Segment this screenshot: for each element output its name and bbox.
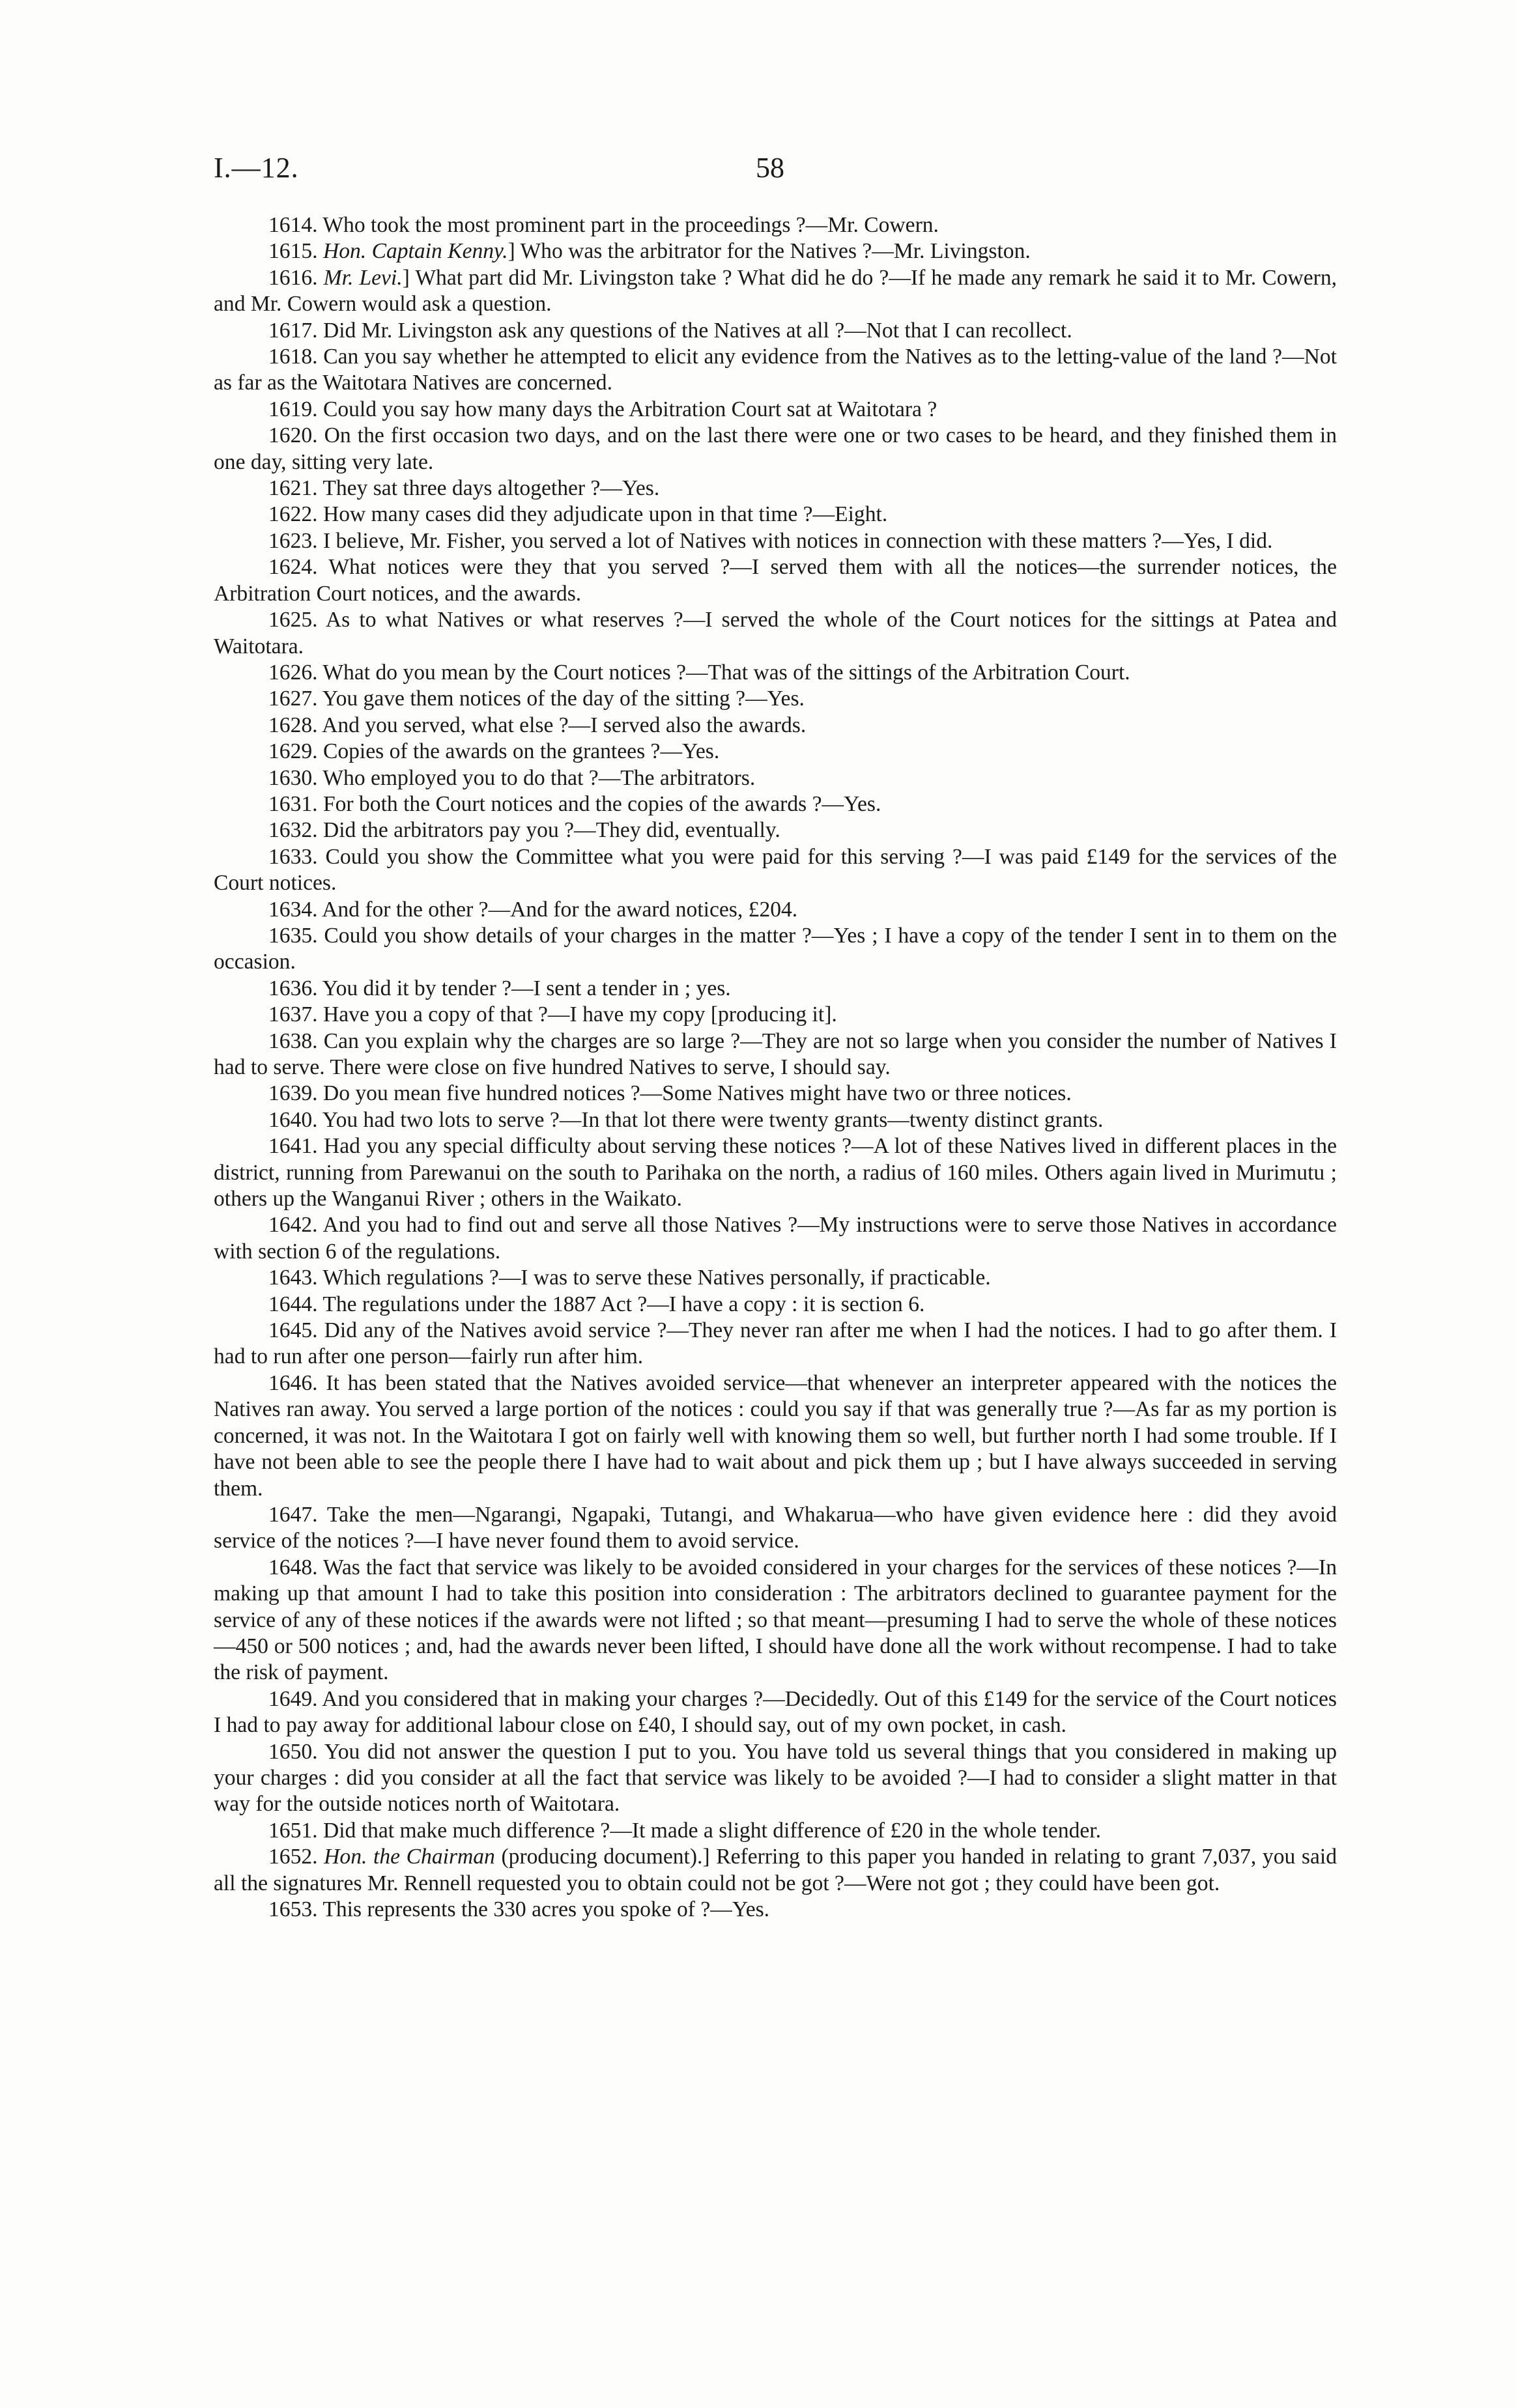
question-number: 1615. bbox=[268, 239, 323, 264]
evidence-paragraph bbox=[214, 660, 1337, 686]
paragraph-text: 1636. You did it by tender ?—I sent a tender in ; yes. bbox=[268, 976, 731, 1000]
paragraph-text: 1622. How many cases did they adjudicate upon in that time ?—Eight. bbox=[268, 502, 888, 527]
paragraph-text: 1644. The regulations under the 1887 Act ?—I have a copy : it is section 6. bbox=[268, 1292, 925, 1316]
paragraph-text: 1647. Take the men—Ngarangi, Ngapaki, Tutangi, and Whakarua—who have given evidence here : did they avoid service of the notices ?—I have never found them to avoid service. bbox=[214, 1502, 1337, 1553]
evidence-paragraph bbox=[214, 475, 1337, 502]
paragraph-text: ] Who was the arbitrator for the Natives ?—Mr. Livingston. bbox=[508, 239, 1031, 264]
paragraph-text: 1625. As to what Natives or what reserves ?—I served the whole of the Court notices for the sittings at Patea and Waitotara. bbox=[214, 608, 1337, 659]
evidence-paragraph bbox=[214, 976, 1337, 1002]
evidence-paragraph bbox=[214, 1818, 1337, 1844]
paragraph-text: 1641. Had you any special difficulty about serving these notices ?—A lot of these Natives lived in different places in the district, running from Parewanui on the south to Parihaka on the north, a radius of 160 miles. Others again lived in Murimutu ; others up the Wanganui River ; others in the Waikato. bbox=[214, 1134, 1337, 1211]
evidence-paragraph bbox=[214, 1133, 1337, 1212]
paragraph-text: 1618. Can you say whether he attempted to elicit any evidence from the Natives as to the letting-value of the land ?—Not as far as the Waitotara Natives are concerned. bbox=[214, 345, 1337, 395]
paragraph-text: 1637. Have you a copy of that ?—I have my copy [producing it]. bbox=[268, 1002, 837, 1027]
evidence-paragraph bbox=[214, 502, 1337, 528]
paragraph-text: 1651. Did that make much difference ?—It made a slight difference of £20 in the whole tender. bbox=[268, 1818, 1102, 1843]
evidence-paragraph bbox=[214, 1292, 1337, 1318]
paragraph-text: 1640. You had two lots to serve ?—In that lot there were twenty grants—twenty distinct grants. bbox=[268, 1107, 1104, 1132]
evidence-paragraph bbox=[214, 686, 1337, 712]
evidence-paragraph bbox=[214, 897, 1337, 923]
question-number: 1652. bbox=[268, 1845, 324, 1869]
evidence-paragraph bbox=[214, 1844, 1337, 1897]
paragraph-text: 1653. This represents the 330 acres you spoke of ?—Yes. bbox=[268, 1897, 770, 1921]
paragraph-text: 1649. And you considered that in making your charges ?—Decidedly. Out of this £149 for the service of the Court notices I had to pay away for additional labour close on £40, I should say, out of my own pocket, in cash. bbox=[214, 1686, 1337, 1738]
evidence-paragraph bbox=[214, 1370, 1337, 1502]
paragraph-text: 1642. And you had to find out and serve all those Natives ?—My instructions were to serve those Natives in accordance with section 6 of the regulations. bbox=[214, 1213, 1337, 1264]
evidence-paragraph bbox=[214, 1739, 1337, 1818]
paragraph-text: 1614. Who took the most prominent part in the proceedings ?—Mr. Cowern. bbox=[268, 213, 939, 237]
evidence-paragraph bbox=[214, 1555, 1337, 1686]
evidence-paragraph bbox=[214, 607, 1337, 660]
evidence-paragraph bbox=[214, 765, 1337, 791]
paragraph-text: 1630. Who employed you to do that ?—The arbitrators. bbox=[268, 765, 756, 790]
speaker-name: Hon. Captain Kenny. bbox=[322, 239, 508, 264]
speaker-name: Mr. Levi. bbox=[323, 265, 403, 290]
paragraph-text: 1617. Did Mr. Livingston ask any questions of the Natives at all ?—Not that I can recollect. bbox=[268, 318, 1072, 343]
paragraph-text: 1639. Do you mean five hundred notices ?—Some Natives might have two or three notices. bbox=[268, 1081, 1072, 1106]
evidence-paragraph bbox=[214, 844, 1337, 897]
evidence-transcript bbox=[214, 212, 1337, 1923]
paragraph-text: 1619. Could you say how many days the Arbitration Court sat at Waitotara ? bbox=[268, 397, 937, 421]
evidence-paragraph bbox=[214, 1686, 1337, 1739]
evidence-paragraph bbox=[214, 528, 1337, 554]
page-number: 58 bbox=[756, 152, 784, 184]
evidence-paragraph bbox=[214, 212, 1337, 238]
evidence-paragraph bbox=[214, 1502, 1337, 1555]
evidence-paragraph bbox=[214, 1897, 1337, 1923]
evidence-paragraph bbox=[214, 344, 1337, 397]
paragraph-text: 1623. I believe, Mr. Fisher, you served a lot of Natives with notices in connection with these matters ?—Yes, I did. bbox=[268, 528, 1273, 553]
evidence-paragraph bbox=[214, 1028, 1337, 1081]
paragraph-text: 1633. Could you show the Committee what you were paid for this serving ?—I was paid £149 for the services of the Court notices. bbox=[214, 844, 1337, 896]
evidence-paragraph bbox=[214, 1265, 1337, 1291]
evidence-paragraph bbox=[214, 1081, 1337, 1107]
paragraph-text: 1646. It has been stated that the Natives avoided service—that whenever an interpreter appeared with the notices the Natives ran away. You served a large portion of the notices : could you say if that was generally true ?—As far as my portion is concerned, it was not. In the Waitotara I got on fairly well with knowing them so well, but further north I had some trouble. If I have not been able to see the people there I have had to wait about and pick them up ; but I have always succeeded in serving them. bbox=[214, 1370, 1337, 1501]
evidence-paragraph bbox=[214, 554, 1337, 607]
evidence-paragraph bbox=[214, 739, 1337, 765]
paragraph-text: 1621. They sat three days altogether ?—Yes. bbox=[268, 476, 660, 501]
evidence-paragraph bbox=[214, 1002, 1337, 1028]
evidence-paragraph bbox=[214, 713, 1337, 739]
paragraph-text: 1645. Did any of the Natives avoid service ?—They never ran after me when I had the notices. I had to go after them. I had to run after one person—fairly run after him. bbox=[214, 1318, 1337, 1369]
paragraph-text: 1626. What do you mean by the Court notices ?—That was of the sittings of the Arbitration Court. bbox=[268, 660, 1130, 685]
paragraph-text: ] What part did Mr. Livingston take ? What did he do ?—If he made any remark he said it to Mr. Cowern, and Mr. Cowern would ask a question. bbox=[214, 265, 1337, 317]
paragraph-text: 1648. Was the fact that service was likely to be avoided considered in your charges for the services of these notices ?—In making up that amount I had to take this position into consideration : The arbitrators declined to guarantee payment for the service of any of these notices if the awards were not lifted ; so that meant—presuming I had to serve the whole of these notices—450 or 500 notices ; and, had the awards never been lifted, I should have done all the work without recompense. I had to take the risk of payment. bbox=[214, 1555, 1337, 1685]
paragraph-text: 1620. On the first occasion two days, and on the last there were one or two cases to be heard, and they finished them in one day, sitting very late. bbox=[214, 423, 1337, 474]
paragraph-text: (producing document).] Referring to this paper you handed in relating to grant 7,037, you said all the signatures Mr. Rennell requested you to obtain could not be got ?—Were not got ; they could have been got. bbox=[214, 1845, 1337, 1895]
evidence-paragraph bbox=[214, 923, 1337, 976]
evidence-paragraph bbox=[214, 318, 1337, 344]
evidence-paragraph bbox=[214, 1318, 1337, 1370]
paragraph-text: 1643. Which regulations ?—I was to serve these Natives personally, if practicable. bbox=[268, 1266, 991, 1290]
paragraph-text: 1638. Can you explain why the charges are so large ?—They are not so large when you consider the number of Natives I had to serve. There were close on five hundred Natives to serve, I should say. bbox=[214, 1028, 1337, 1079]
paragraph-text: 1632. Did the arbitrators pay you ?—They did, eventually. bbox=[268, 818, 780, 843]
paragraph-text: 1628. And you served, what else ?—I served also the awards. bbox=[268, 713, 807, 737]
question-number: 1616. bbox=[268, 265, 324, 290]
parliamentary-paper-reference: I.—12. bbox=[214, 152, 299, 184]
speaker-name: Hon. the Chairman bbox=[324, 1845, 495, 1869]
paragraph-text: 1627. You gave them notices of the day of the sitting ?—Yes. bbox=[268, 687, 805, 711]
paragraph-text: 1650. You did not answer the question I put to you. You have told us several things that you considered in making up your charges : did you consider at all the fact that service was likely to be avoided ?—I had to consider a slight matter in that way for the outside notices north of Waitotara. bbox=[214, 1739, 1337, 1817]
evidence-paragraph bbox=[214, 1107, 1337, 1133]
evidence-paragraph bbox=[214, 238, 1337, 264]
evidence-paragraph bbox=[214, 423, 1337, 475]
paragraph-text: 1634. And for the other ?—And for the award notices, £204. bbox=[268, 897, 798, 922]
evidence-paragraph bbox=[214, 791, 1337, 817]
evidence-paragraph bbox=[214, 817, 1337, 843]
paragraph-text: 1624. What notices were they that you served ?—I served them with all the notices—the surrender notices, the Arbitration Court notices, and the awards. bbox=[214, 555, 1337, 606]
evidence-paragraph bbox=[214, 397, 1337, 423]
paragraph-text: 1631. For both the Court notices and the copies of the awards ?—Yes. bbox=[268, 791, 881, 816]
evidence-paragraph bbox=[214, 1212, 1337, 1265]
paragraph-text: 1629. Copies of the awards on the grantees ?—Yes. bbox=[268, 739, 720, 764]
paragraph-text: 1635. Could you show details of your charges in the matter ?—Yes ; I have a copy of the tender I sent in to them on the occasion. bbox=[214, 923, 1337, 974]
evidence-paragraph bbox=[214, 265, 1337, 318]
